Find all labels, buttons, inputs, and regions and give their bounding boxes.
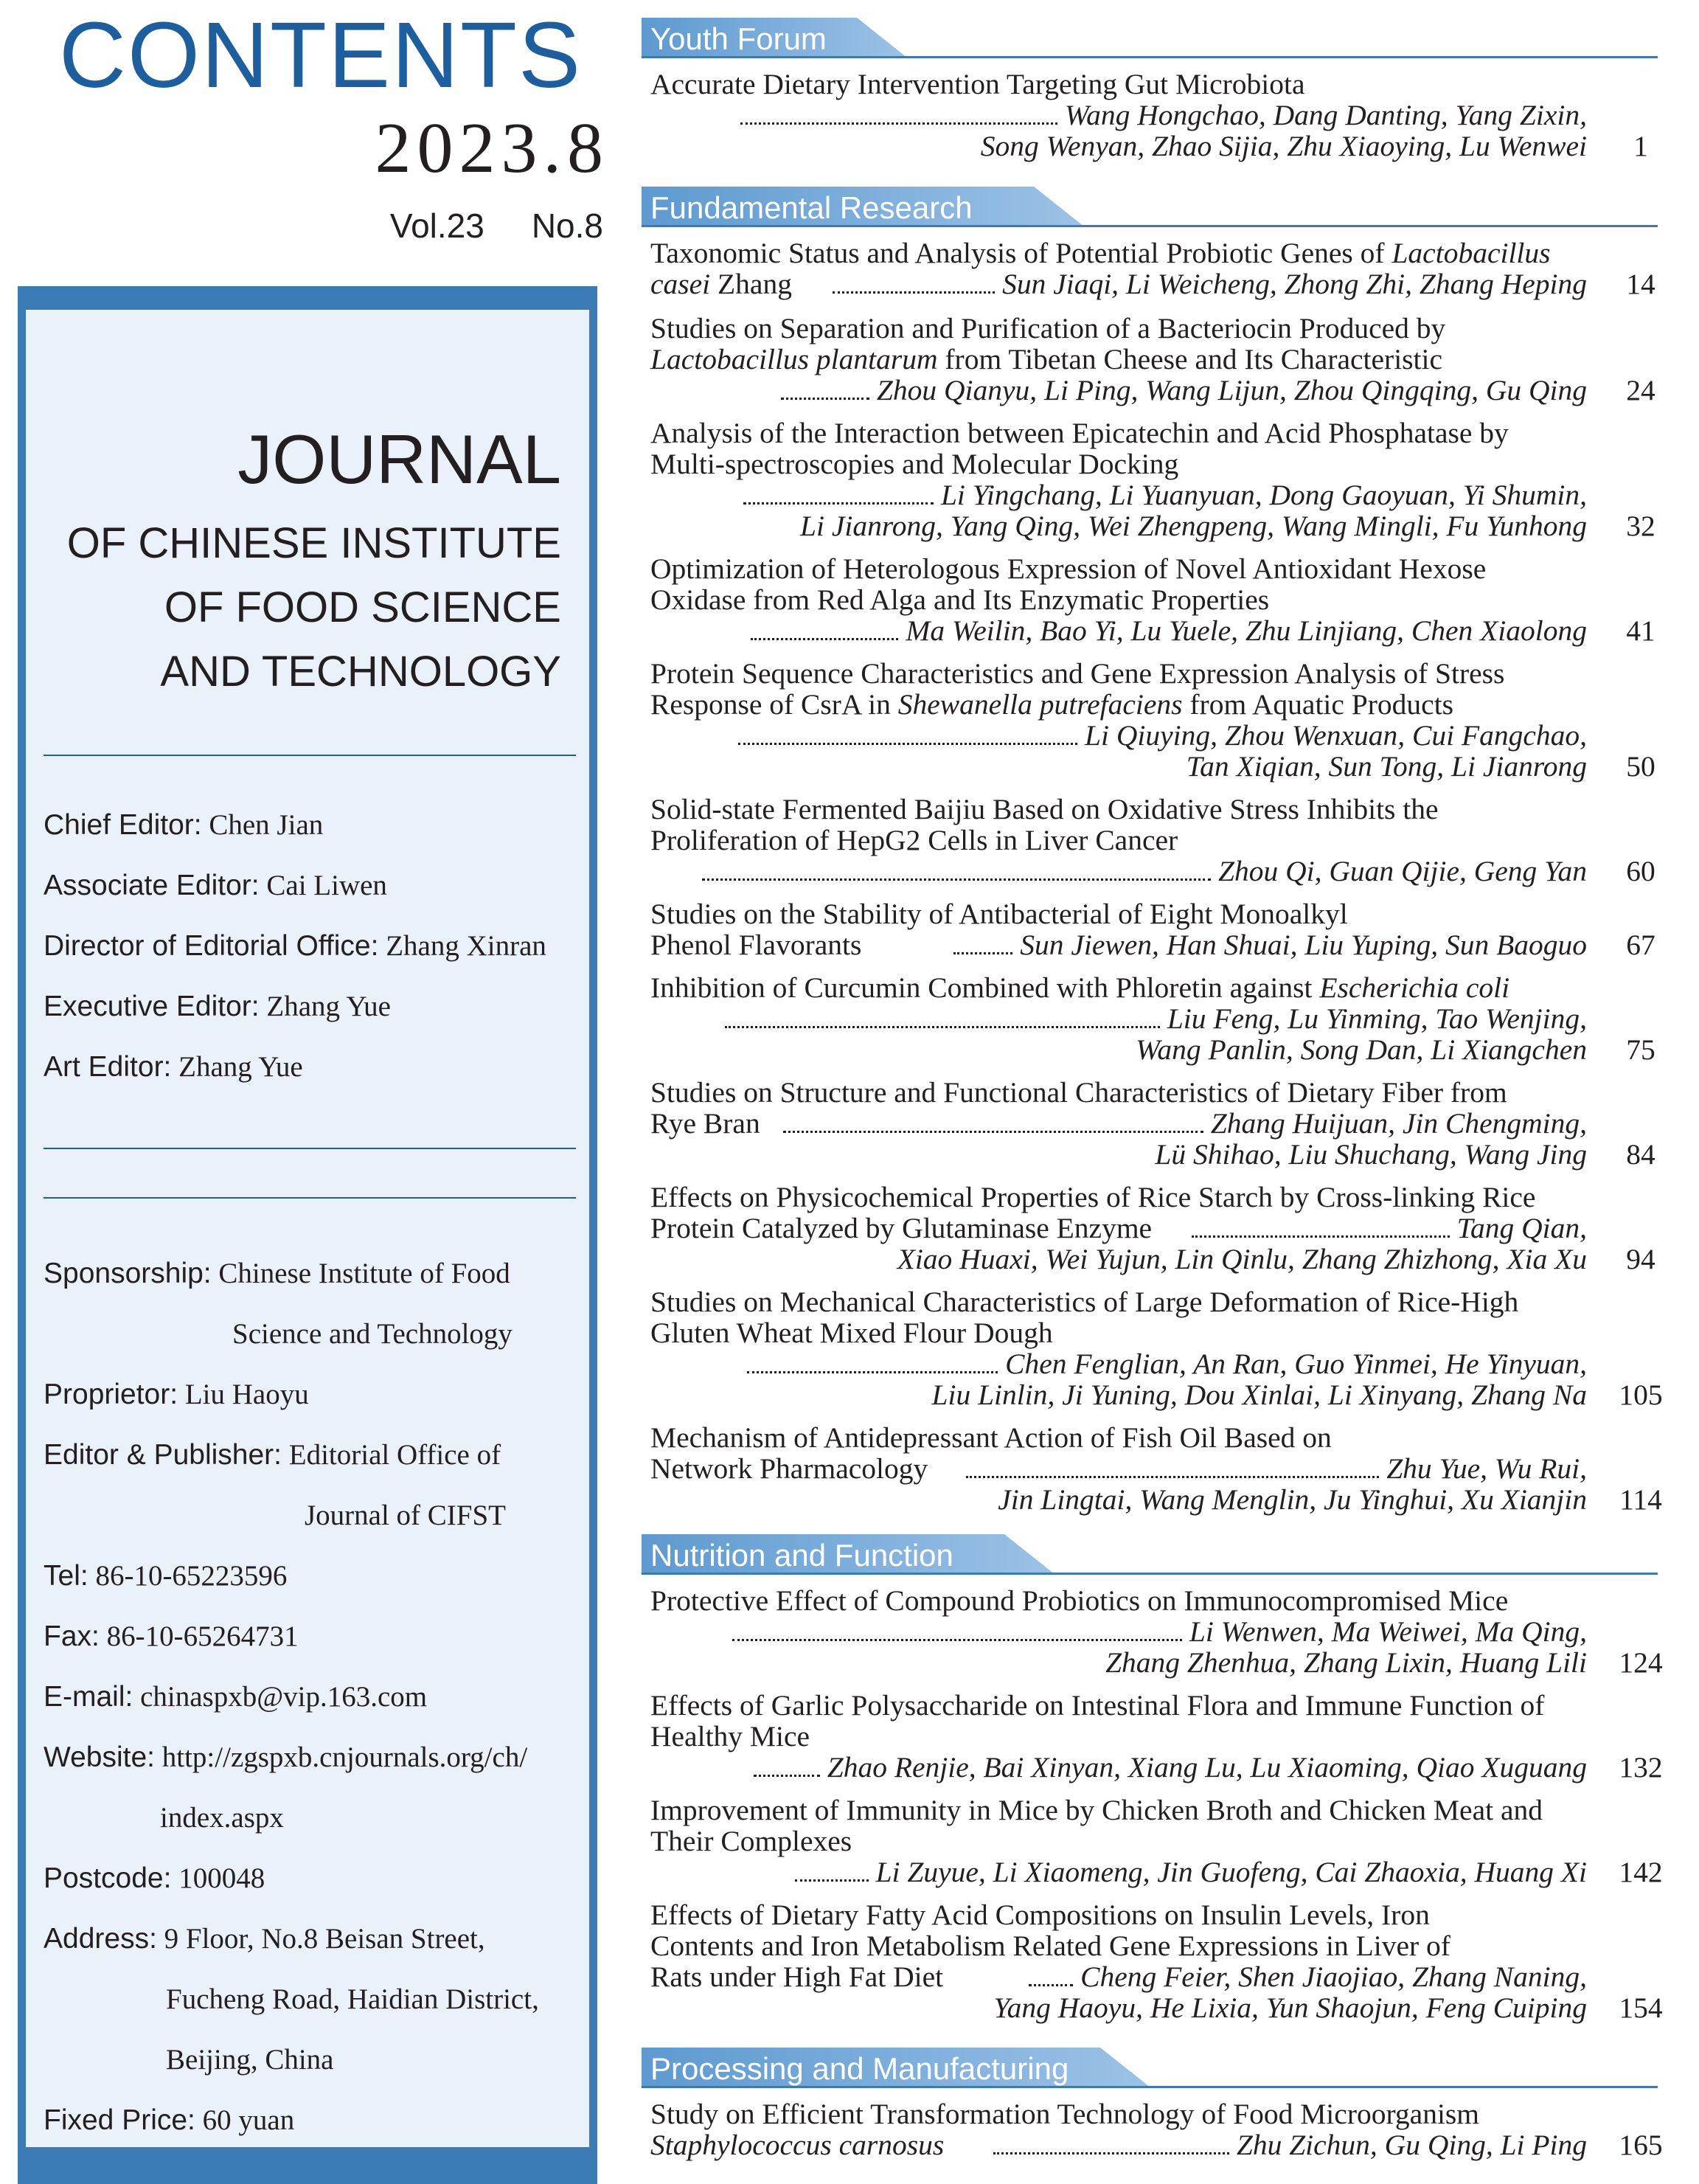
article-title: Healthy Mice — [650, 1720, 810, 1753]
issue-date: 2023.8 — [375, 108, 609, 188]
article-authors: Xiao Huaxi, Wei Yujun, Lin Qinlu, Zhang Zhizhong, Xia Xu — [897, 1243, 1587, 1275]
divider — [44, 1148, 576, 1149]
address-continued: Beijing, China — [166, 2044, 334, 2076]
masthead-panel — [18, 286, 597, 2184]
article-title: Analysis of the Interaction between Epicatechin and Acid Phosphatase by — [650, 417, 1509, 449]
page-number: 41 — [1626, 614, 1655, 647]
leader-dots — [754, 1769, 820, 1777]
article-authors: Wang Panlin, Song Dan, Li Xiangchen — [1136, 1033, 1587, 1066]
article-authors: Li Yingchang, Li Yuanyuan, Dong Gaoyuan, Yi Shumin, — [736, 479, 1587, 510]
leader-dots — [783, 1125, 1203, 1133]
address-continued: Fucheng Road, Haidian District, — [166, 1983, 539, 2015]
page-number: 105 — [1619, 1379, 1663, 1411]
postcode: Postcode: 100048 — [44, 1862, 265, 1894]
page-number: 14 — [1626, 268, 1655, 300]
article-authors: Wang Hongchao, Dang Danting, Yang Zixin, — [733, 100, 1587, 131]
issue-number: No.8 — [531, 207, 603, 245]
article-title: Mechanism of Antidepressant Action of Fish Oil Based on — [650, 1421, 1332, 1454]
article-authors: Zhang Huijuan, Jin Chengming, — [776, 1108, 1587, 1139]
divider — [44, 755, 576, 756]
article-title: Gluten Wheat Mixed Flour Dough — [650, 1317, 1053, 1349]
article-title: Taxonomic Status and Analysis of Potential Probiotic Genes of Lactobacillus — [650, 237, 1551, 269]
page-number: 132 — [1619, 1751, 1663, 1783]
article-title: casei Zhang — [650, 268, 792, 300]
executive-editor: Executive Editor: Zhang Yue — [44, 991, 391, 1022]
section-title: Processing and Manufacturing — [650, 2051, 1069, 2086]
article-title: Protective Effect of Compound Probiotics on Immunocompromised Mice — [650, 1584, 1509, 1617]
article-authors: Zhou Qianyu, Li Ping, Wang Lijun, Zhou Qingqing, Gu Qing — [774, 375, 1587, 406]
page-number: 84 — [1626, 1138, 1655, 1171]
leader-dots — [1192, 1230, 1450, 1238]
article-title: Effects of Dietary Fatty Acid Compositions on Insulin Levels, Iron — [650, 1899, 1430, 1931]
page-number: 67 — [1626, 929, 1655, 961]
article-title: Protein Catalyzed by Glutaminase Enzyme — [650, 1212, 1153, 1244]
leader-dots — [740, 117, 1057, 125]
article-title: Effects on Physicochemical Properties of Rice Starch by Cross-linking Rice — [650, 1181, 1536, 1213]
leader-dots — [725, 1020, 1160, 1028]
page-number: 94 — [1626, 1243, 1655, 1275]
article-title: Lactobacillus plantarum from Tibetan Cheese and Its Characteristic — [650, 343, 1443, 375]
leader-dots — [738, 737, 1077, 745]
article-authors: Chen Fenglian, An Ran, Guo Yinmei, He Yinyuan, — [740, 1348, 1587, 1379]
leader-dots — [1029, 1978, 1073, 1986]
leader-dots — [993, 2146, 1229, 2154]
section-rule — [642, 2086, 1658, 2088]
section-nutrition-and-function — [642, 1534, 1658, 1581]
article-title: Improvement of Immunity in Mice by Chicken Broth and Chicken Meat and — [650, 1794, 1543, 1826]
editor-publisher-continued: Journal of CIFST — [305, 1500, 506, 1531]
associate-editor: Associate Editor: Cai Liwen — [44, 870, 387, 901]
section-rule — [642, 225, 1658, 227]
page-number: 50 — [1626, 750, 1655, 783]
contents-title: CONTENTS — [59, 3, 582, 107]
sponsorship: Sponsorship: Chinese Institute of Food — [44, 1258, 510, 1289]
telephone: Tel: 86-10-65223596 — [44, 1560, 288, 1592]
page-number: 60 — [1626, 855, 1655, 887]
article-title: Staphylococcus carnosus — [650, 2129, 945, 2161]
article-title: Contents and Iron Metabolism Related Gene Expressions in Liver of — [650, 1930, 1450, 1962]
article-title: Rats under High Fat Diet — [650, 1961, 944, 1993]
page-number: 1 — [1633, 130, 1648, 162]
article-title: Their Complexes — [650, 1825, 852, 1857]
page-number: 142 — [1619, 1856, 1663, 1888]
website: Website: http://zgspxb.cnjournals.org/ch/ — [44, 1741, 528, 1773]
section-rule — [642, 56, 1658, 58]
article-authors: Li Jianrong, Yang Qing, Wei Zhengpeng, Wang Mingli, Fu Yunhong — [800, 510, 1587, 542]
volume-number — [390, 204, 603, 248]
article-authors: Song Wenyan, Zhao Sijia, Zhu Xiaoying, Lu Wenwei — [980, 130, 1587, 162]
article-title: Multi-spectroscopies and Molecular Docking — [650, 448, 1179, 480]
leader-dots — [747, 1365, 998, 1373]
leader-dots — [833, 285, 995, 294]
article-title: Accurate Dietary Intervention Targeting Gut Microbiota — [650, 68, 1305, 100]
website-continued: index.aspx — [160, 1802, 284, 1834]
fax: Fax: 86-10-65264731 — [44, 1620, 299, 1652]
section-youth-forum — [642, 18, 1658, 65]
journal-name: JOURNAL — [237, 420, 561, 498]
page-number: 165 — [1619, 2129, 1663, 2161]
article-title: Oxidase from Red Alga and Its Enzymatic Properties — [650, 583, 1270, 616]
article-authors: Li Qiuying, Zhou Wenxuan, Cui Fangchao, — [731, 720, 1587, 751]
section-fundamental-research — [642, 187, 1658, 234]
article-title: Phenol Flavorants — [650, 929, 862, 961]
director-editorial-office: Director of Editorial Office: Zhang Xinran — [44, 930, 546, 962]
article-authors: Liu Feng, Lu Yinming, Tao Wenjing, — [718, 1003, 1587, 1034]
section-title: Fundamental Research — [650, 190, 973, 225]
leader-dots — [732, 1633, 1182, 1641]
article-title: Network Pharmacology — [650, 1452, 928, 1485]
page-number: 24 — [1626, 374, 1655, 406]
section-title: Youth Forum — [650, 21, 827, 56]
address: Address: 9 Floor, No.8 Beisan Street, — [44, 1923, 485, 1955]
article-title: Studies on Separation and Purification of a Bacteriocin Produced by — [650, 312, 1446, 344]
page-number: 154 — [1619, 1991, 1663, 2024]
article-title: Protein Sequence Characteristics and Gene Expression Analysis of Stress — [650, 657, 1505, 690]
article-authors: Zhao Renjie, Bai Xinyan, Xiang Lu, Lu Xiaoming, Qiao Xuguang — [746, 1752, 1587, 1783]
article-authors: Cheng Feier, Shen Jiaojiao, Zhang Naning, — [1021, 1961, 1587, 1992]
page-number: 75 — [1626, 1033, 1655, 1066]
section-title: Nutrition and Function — [650, 1538, 953, 1573]
article-title: Inhibition of Curcumin Combined with Phloretin against Escherichia coli — [650, 971, 1510, 1004]
email: E-mail: chinaspxb@vip.163.com — [44, 1681, 428, 1713]
article-title: Study on Efficient Transformation Technology of Food Microorganism — [650, 2098, 1480, 2130]
journal-subtitle-line: OF FOOD SCIENCE — [164, 583, 561, 631]
article-title: Solid-state Fermented Baijiu Based on Oxidative Stress Inhibits the — [650, 793, 1439, 825]
article-title: Response of CsrA in Shewanella putrefaciens from Aquatic Products — [650, 688, 1454, 721]
article-authors: Ma Weilin, Bao Yi, Lu Yuele, Zhu Linjiang, Chen Xiaolong — [743, 615, 1587, 646]
article-title: Studies on Structure and Functional Characteristics of Dietary Fiber from — [650, 1076, 1507, 1109]
leader-dots — [795, 1873, 869, 1882]
section-processing-and-manufacturing — [642, 2048, 1658, 2095]
article-authors: Li Wenwen, Ma Weiwei, Ma Qing, — [725, 1616, 1587, 1647]
article-title: Effects of Garlic Polysaccharide on Intestinal Flora and Immune Function of — [650, 1689, 1545, 1722]
article-authors: Tan Xiqian, Sun Tong, Li Jianrong — [1186, 750, 1587, 783]
article-authors: Zhu Yue, Wu Rui, — [959, 1453, 1587, 1484]
volume: Vol.23 — [389, 207, 484, 245]
article-authors: Liu Linlin, Ji Yuning, Dou Xinlai, Li Xinyang, Zhang Na — [931, 1379, 1587, 1411]
article-authors: Zhou Qi, Guan Qijie, Geng Yan — [695, 856, 1587, 887]
article-authors: Tang Qian, — [1184, 1213, 1587, 1244]
chief-editor: Chief Editor: Chen Jian — [44, 809, 324, 841]
article-title: Studies on the Stability of Antibacterial of Eight Monoalkyl — [650, 898, 1348, 930]
leader-dots — [702, 873, 1211, 881]
page-number: 114 — [1619, 1483, 1662, 1516]
journal-subtitle-line: AND TECHNOLOGY — [160, 648, 561, 696]
editor-publisher: Editor & Publisher: Editorial Office of — [44, 1439, 501, 1471]
fixed-price: Fixed Price: 60 yuan — [44, 2104, 295, 2136]
article-authors: Jin Lingtai, Wang Menglin, Ju Yinghui, Xu Xianjin — [998, 1483, 1587, 1516]
article-title: Studies on Mechanical Characteristics of Large Deformation of Rice-High — [650, 1286, 1519, 1318]
leader-dots — [966, 1470, 1379, 1478]
article-title: Optimization of Heterologous Expression of Novel Antioxidant Hexose — [650, 552, 1487, 585]
sponsorship-continued: Science and Technology — [232, 1318, 513, 1350]
leader-dots — [743, 496, 934, 505]
article-authors: Sun Jiewen, Han Shuai, Liu Yuping, Sun Baoguo — [946, 929, 1587, 960]
article-authors: Zhang Zhenhua, Zhang Lixin, Huang Lili — [1105, 1646, 1587, 1679]
article-authors: Lü Shihao, Liu Shuchang, Wang Jing — [1155, 1138, 1587, 1171]
article-authors: Yang Haoyu, He Lixia, Yun Shaojun, Feng Cuiping — [993, 1991, 1587, 2024]
leader-dots — [953, 946, 1012, 954]
proprietor: Proprietor: Liu Haoyu — [44, 1379, 309, 1410]
page-number: 32 — [1626, 510, 1655, 542]
leader-dots — [751, 632, 898, 640]
art-editor: Art Editor: Zhang Yue — [44, 1051, 303, 1083]
divider — [44, 1197, 576, 1199]
page-number: 124 — [1619, 1646, 1663, 1679]
article-title: Rye Bran — [650, 1107, 760, 1140]
leader-dots — [781, 392, 869, 400]
article-title: Proliferation of HepG2 Cells in Liver Cancer — [650, 824, 1178, 856]
section-rule — [642, 1573, 1658, 1575]
article-authors: Sun Jiaqi, Li Weicheng, Zhong Zhi, Zhang Heping — [825, 268, 1587, 299]
journal-subtitle-line: OF CHINESE INSTITUTE — [66, 519, 561, 567]
article-authors: Li Zuyue, Li Xiaomeng, Jin Guofeng, Cai Zhaoxia, Huang Xi — [788, 1857, 1587, 1887]
article-authors: Zhu Zichun, Gu Qing, Li Ping — [986, 2129, 1587, 2160]
